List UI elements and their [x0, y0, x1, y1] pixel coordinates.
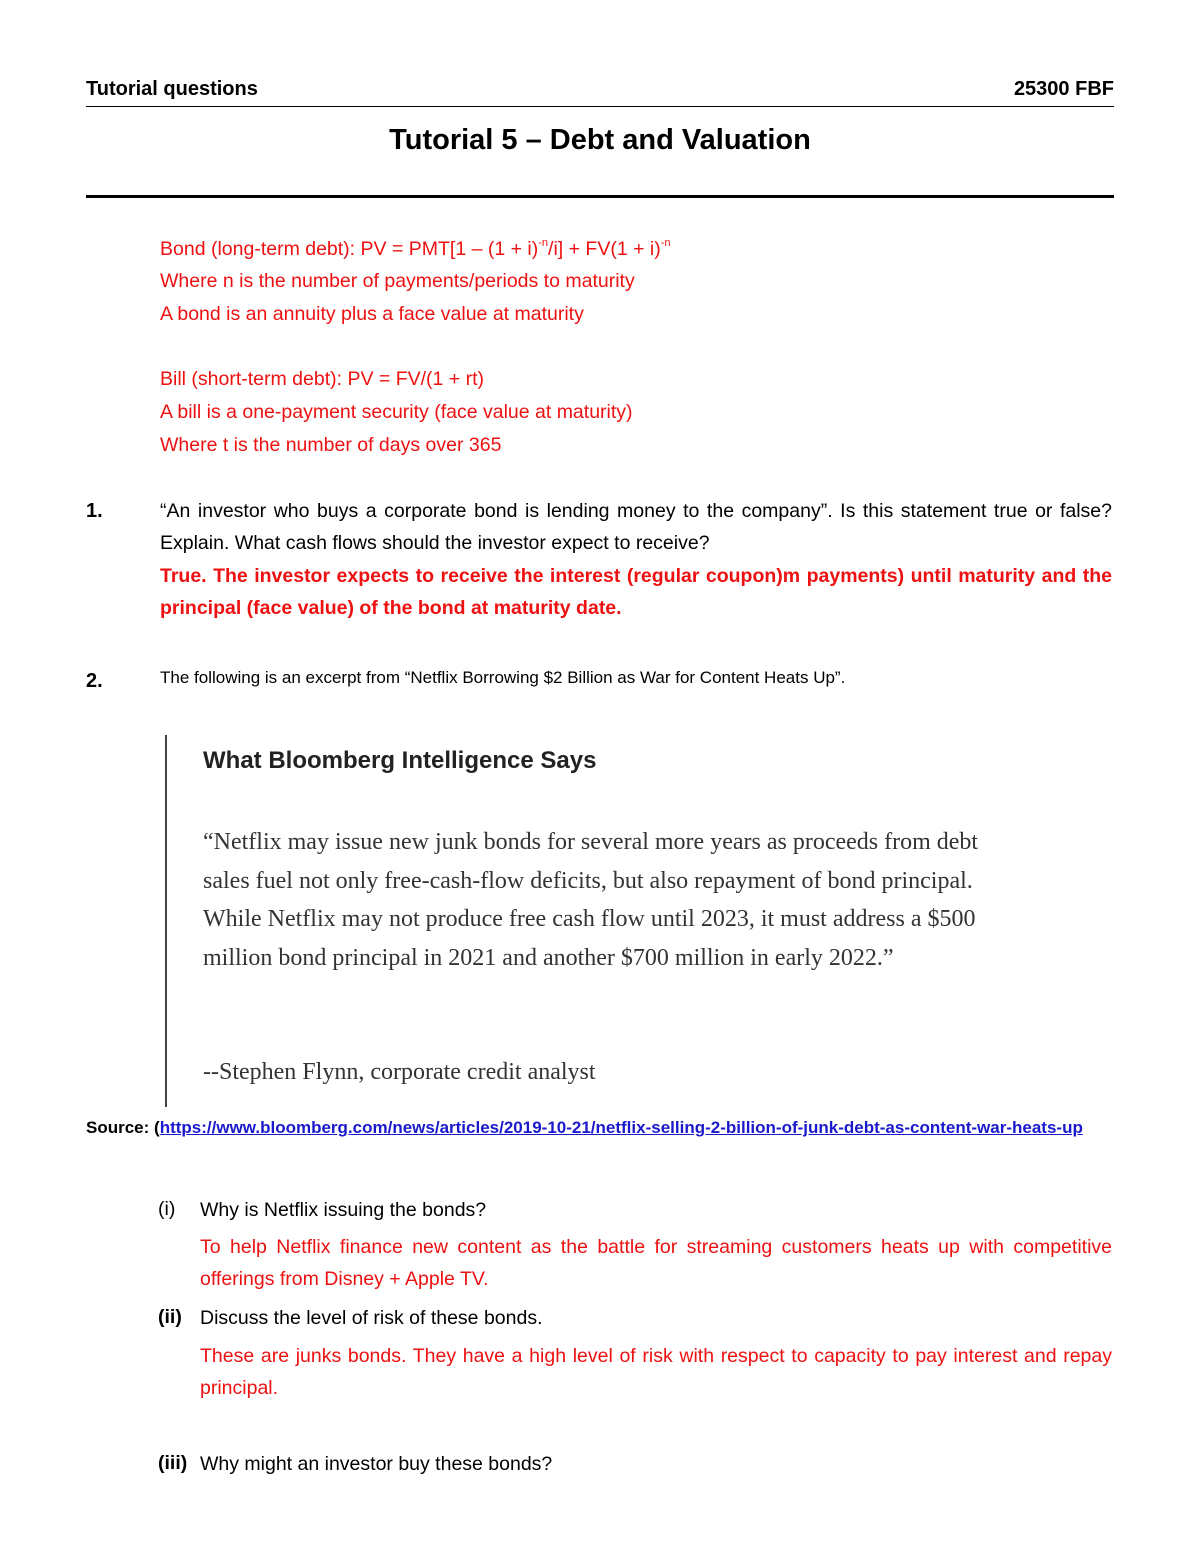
quote-box: [165, 735, 1047, 1107]
q1-number: 1.: [86, 500, 103, 522]
q2-intro: The following is an excerpt from “Netflix Borrowing $2 Billion as War for Content Heats Up”.: [160, 668, 846, 687]
page-title: Tutorial 5 – Debt and Valuation: [389, 124, 811, 156]
quote-author: --Stephen Flynn, corporate credit analyst: [203, 1059, 596, 1085]
quote-body: “Netflix may issue new junk bonds for several more years as proceeds from debt sales fuel not only free-cash-flow deficits, but also repayment of bond principal. While Netflix may not produce free cash flow until 2023, it must address a $500 million bond principal in 2021 and another $700 million in early 2022.”: [203, 829, 979, 971]
sub-ii-number: (ii): [158, 1306, 182, 1328]
header-left: Tutorial questions: [86, 78, 258, 100]
source-line: [86, 1118, 1083, 1138]
sub-ii-question: Discuss the level of risk of these bonds.: [200, 1307, 543, 1329]
bill-formula: Bill (short-term debt): PV = FV/(1 + rt): [160, 368, 484, 390]
bill-note-1: A bill is a one-payment security (face value at maturity): [160, 401, 633, 423]
sub-iii-question: Why might an investor buy these bonds?: [200, 1453, 553, 1475]
q2-number: 2.: [86, 670, 103, 692]
source-link[interactable]: https://www.bloomberg.com/news/articles/2019-10-21/netflix-selling-2-billion-of-junk-debt-as-content-war-heats-up: [159, 1118, 1083, 1137]
q1-answer: True. The investor expects to receive the interest (regular coupon)m payments) until maturity and the principal (face value) of the bond at maturity date.: [160, 565, 1112, 619]
sub-i-number: (i): [158, 1198, 176, 1220]
bond-note-2: A bond is an annuity plus a face value at maturity: [160, 303, 584, 325]
header-rule: [86, 106, 1114, 107]
sub-iii-number: (iii): [158, 1452, 188, 1474]
source-label: Source: (: [86, 1118, 160, 1137]
quote-heading: What Bloomberg Intelligence Says: [203, 747, 597, 774]
bill-note-2: Where t is the number of days over 365: [160, 434, 502, 456]
header-right: 25300 FBF: [1013, 78, 1114, 100]
sub-i-question: Why is Netflix issuing the bonds?: [200, 1199, 487, 1221]
bond-note-1: Where n is the number of payments/periods to maturity: [160, 270, 635, 292]
sub-ii-answer: These are junks bonds. They have a high level of risk with respect to capacity to pay interest and repay principal.: [200, 1345, 1112, 1399]
bond-formula: Bond (long-term debt): PV = $PMT[1 - (1 + i)^{-n}/i] + FV(1 + i)^{-n}$: [160, 236, 671, 260]
q1-question: “An investor who buys a corporate bond is lending money to the company”. Is this statement true or false? Explain. What cash flows should the investor expect to receive?: [160, 500, 1112, 554]
title-rule: [86, 195, 1114, 198]
sub-i-answer: To help Netflix finance new content as the battle for streaming customers heats up with competitive offerings from Disney + Apple TV.: [200, 1236, 1112, 1290]
